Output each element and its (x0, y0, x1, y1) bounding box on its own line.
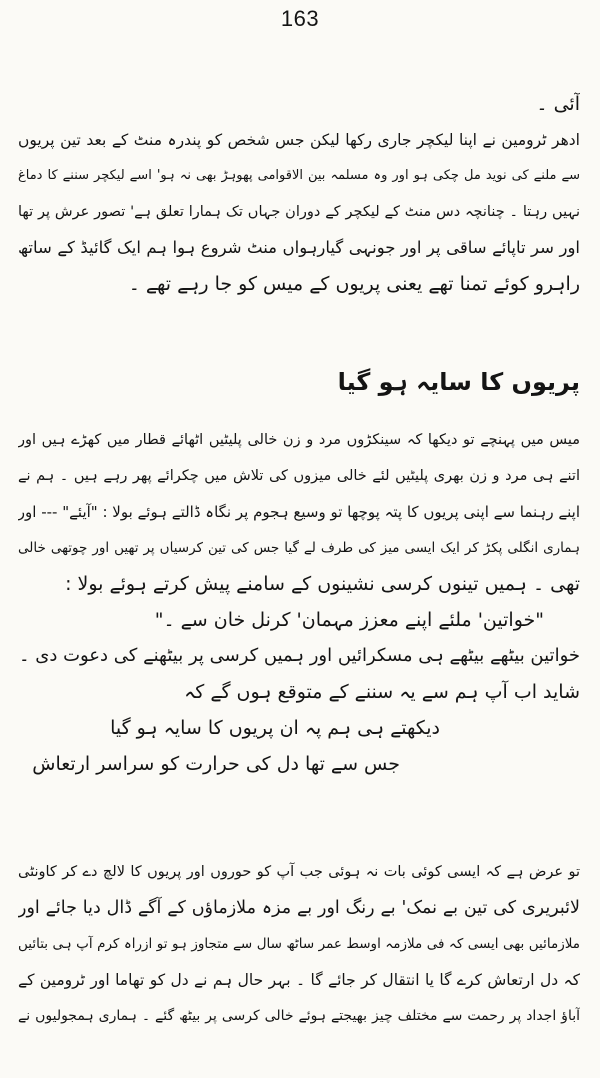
text-line: آئی ۔ (536, 93, 580, 115)
text-line: اور سر تاپائے ساقی پر اور جونہی گیارہواں منٹ شروع ہوا ہم ایک گائیڈ کے ساتھ (18, 238, 580, 257)
text-line: میس میں پہنچے تو دیکھا کہ سینکڑوں مرد و زن خالی پلیٹیں اٹھائے قطار میں کھڑے ہیں اور (18, 432, 580, 448)
text-line: تو عرض ہے کہ ایسی کوئی بات نہ ہوئی جب آپ کو حوروں اور پریوں کا لالچ دے کر کاونٹی (18, 864, 580, 880)
text-line: ہماری انگلی پکڑ کر ایک ایسی میز کی طرف لے گیا جس کی تین کرسیاں پر تھیں اور چوتھی خالی (18, 540, 580, 556)
text-line: اتنے ہی مرد و زن بھری پلیٹیں لئے خالی میزوں کی تلاش میں چکرائے پھر رہے ہیں ۔ ہم نے (18, 468, 580, 484)
verse-line: دیکھتے ہی ہم پہ ان پریوں کا سایہ ہو گیا (110, 717, 440, 739)
text-line: ادھر ٹرومین نے اپنا لیکچر جاری رکھا لیکن جس شخص کو پندرہ منٹ کے بعد تین پریوں (18, 131, 580, 149)
text-line: اپنے رہنما سے اپنی پریوں کا پتہ پوچھا تو وسیع ہجوم پر نگاہ ڈالتے ہوئے بولا : "آیئے" --- اور (18, 503, 580, 521)
text-line: لائبریری کی تین بے نمک' بے رنگ اور بے مزہ ملازماؤں کے آگے ڈال دیا جائے اور (18, 898, 580, 918)
paragraph-intro (18, 86, 580, 302)
text-line: راہرو کوئے تمنا تھے یعنی پریوں کے میس کو جا رہے تھے ۔ (128, 273, 580, 295)
text-line: کہ دل ارتعاش کرے گا یا انتقال کر جائے گا ۔ بہر حال ہم نے دل کو تھاما اور ٹرومین کے (18, 971, 580, 989)
text-line: ملازمائیں بھی ایسی کہ فی ملازمہ اوسط عمر ساٹھ سال سے متجاوز ہو تو ازراہ کرم آپ ہی بتائیں (18, 936, 580, 952)
text-line: تھی ۔ ہمیں تینوں کرسی نشینوں کے سامنے پیش کرتے ہوئے بولا : (65, 573, 580, 595)
paragraph-reply (18, 854, 580, 1034)
dialogue-line: شاید اب آپ ہم سے یہ سننے کے متوقع ہوں گے کہ (184, 681, 580, 703)
paragraph-mess (18, 422, 580, 602)
page-number: 163 (280, 6, 320, 31)
text-line: نہیں رہتا ۔ چنانچہ دس منٹ کے لیکچر کے دوران جہاں تک ہمارا تعلق ہے' تصور عرش پر تھا (18, 204, 580, 220)
text-line: سے ملنے کی نوید مل چکی ہو اور وہ مسلمہ بین الاقوامی پھوہڑ بھی نہ ہو' اسے لیکچر سننے کا دماغ (18, 168, 580, 183)
dialogue-block (18, 602, 580, 782)
verse-line: جس سے تھا دل کی حرارت کو سراسر ارتعاش (32, 753, 400, 775)
text-line: آباؤ اجداد پر رحمت سے مختلف چیز بھیجتے ہوئے خالی کرسی پر بیٹھ گئے ۔ ہماری ہمجولیوں نے (18, 1008, 580, 1024)
dialogue-line: خواتین بیٹھے بیٹھے ہی مسکرائیں اور ہمیں کرسی پر بیٹھنے کی دعوت دی ۔ (18, 645, 580, 666)
section-heading: پریوں کا سایہ ہو گیا (337, 368, 580, 396)
dialogue-line: "خواتین' ملئے اپنے معزز مہمان' کرنل خان سے ۔" (154, 609, 544, 631)
